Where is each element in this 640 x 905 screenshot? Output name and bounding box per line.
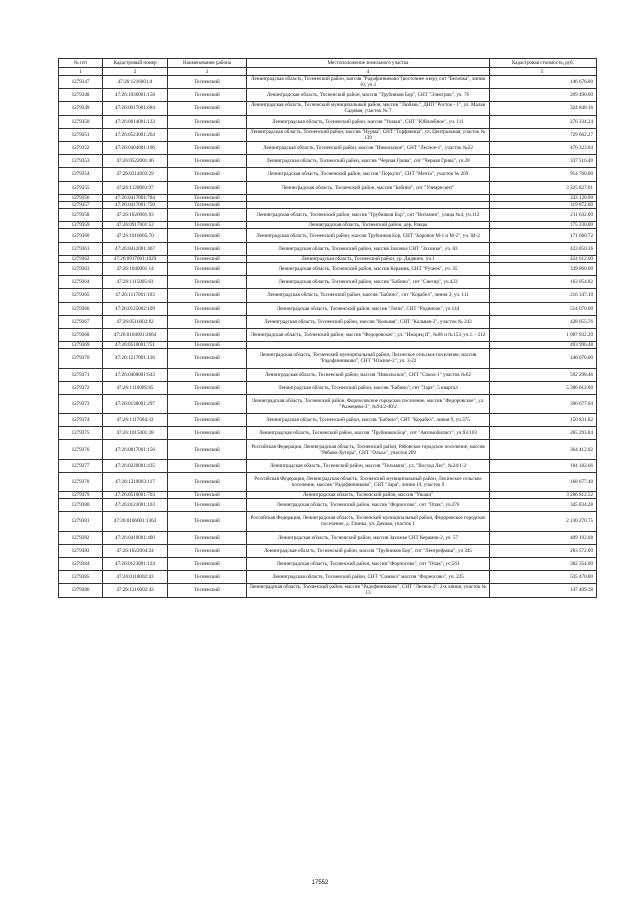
row-location: Ленинградская область, Тосненский район, массив "Поркузи", СНТ "Мечта", участок № 269 bbox=[247, 168, 490, 181]
row-cadastral-number: 47:26:0817001:156 bbox=[103, 440, 168, 459]
row-cadastral-value: 1 087 932.20 bbox=[490, 328, 597, 341]
header-index: № п/п bbox=[59, 59, 103, 68]
row-district: Тосненский bbox=[168, 557, 247, 570]
table-row bbox=[59, 394, 597, 413]
row-district: Тосненский bbox=[168, 194, 247, 201]
row-cadastral-value: 184 182.66 bbox=[490, 459, 597, 472]
row-location: Ленинградская область, Тосненский район, массив "Кольвая", СНТ "Кальвая-2", участок № 243 bbox=[247, 315, 490, 328]
table-row bbox=[59, 342, 597, 349]
row-cadastral-number: 47:26:1117001:103 bbox=[103, 289, 168, 302]
row-cadastral-number: 47:26:0408001:643 bbox=[103, 368, 168, 381]
table-row bbox=[59, 512, 597, 531]
row-cadastral-number: 47:26:1115005:83 bbox=[103, 276, 168, 289]
row-index: 1279369 bbox=[59, 342, 103, 349]
row-index: 1279367 bbox=[59, 315, 103, 328]
table-row bbox=[59, 222, 597, 229]
row-index: 1279352 bbox=[59, 141, 103, 154]
table-row bbox=[59, 242, 597, 255]
table-row bbox=[59, 102, 597, 115]
row-cadastral-value: 3 286 812.52 bbox=[490, 492, 597, 499]
column-number: 4 bbox=[247, 68, 490, 76]
row-index: 1279382 bbox=[59, 531, 103, 544]
row-cadastral-number: 47:26:0410001:400 bbox=[103, 531, 168, 544]
row-index: 1279365 bbox=[59, 289, 103, 302]
row-index: 1279363 bbox=[59, 263, 103, 276]
row-location: Ленинградская область, Тосненский район, массив Захожье СНТ Керамик-2, уч. 57 bbox=[247, 531, 490, 544]
table-row bbox=[59, 531, 597, 544]
table-row bbox=[59, 201, 597, 208]
row-district: Тосненский bbox=[168, 155, 247, 168]
row-location: Ленинградская область, Тосненский район, дер. Ракцы bbox=[247, 222, 490, 229]
row-district: Тосненский bbox=[168, 229, 247, 242]
row-cadastral-number: 47:26:0214003:29 bbox=[103, 168, 168, 181]
row-cadastral-number: 47:26:1217001:136 bbox=[103, 349, 168, 368]
table-row bbox=[59, 255, 597, 262]
row-cadastral-number: 47:26:0138001:297 bbox=[103, 394, 168, 413]
row-cadastral-value: 283 572.00 bbox=[490, 544, 597, 557]
row-cadastral-value: 364 412.02 bbox=[490, 440, 597, 459]
row-location: Ленинградская область, Тосненский район, массив "Бабино", снт "Корабел", линия 3, уч. 111 bbox=[247, 289, 490, 302]
row-cadastral-value: 146 676.00 bbox=[490, 76, 597, 89]
row-district: Тосненский bbox=[168, 201, 247, 208]
row-district: Тосненский bbox=[168, 349, 247, 368]
row-index: 1279370 bbox=[59, 349, 103, 368]
row-index: 1279374 bbox=[59, 414, 103, 427]
column-number: 2 bbox=[103, 68, 168, 76]
row-cadastral-value: 2 130 270.75 bbox=[490, 512, 597, 531]
table-row bbox=[59, 544, 597, 557]
table-row bbox=[59, 194, 597, 201]
row-cadastral-number: 47:26:1117004:33 bbox=[103, 414, 168, 427]
table-row bbox=[59, 459, 597, 472]
table-row bbox=[59, 168, 597, 181]
row-location: Ленинградская область, Тосненский район, массив "Трубников Бор", СНТ "Электрик", уч. 76 bbox=[247, 89, 490, 102]
row-location: Ленинградская область, Тосненский район, массив "Никольское", СНТ "Сокол-1" участок №62 bbox=[247, 368, 490, 381]
row-index: 1279359 bbox=[59, 222, 103, 229]
row-district: Тосненский bbox=[168, 315, 247, 328]
table-row bbox=[59, 115, 597, 128]
row-cadastral-number: 47:26:1219003:117 bbox=[103, 472, 168, 491]
table-row bbox=[59, 229, 597, 242]
row-location: Ленинградская область, Тосненский район, массив "Бабино", СНТ "Корабел", линия 9, уч.375 bbox=[247, 414, 490, 427]
row-location: Ленинградская область, Тосненский район, массив Керамик, СНТ "Ручеек", уч. 35 bbox=[247, 263, 490, 276]
row-district: Тосненский bbox=[168, 242, 247, 255]
table-row bbox=[59, 349, 597, 368]
header-cadastral-value: Кадастровая стоимость, руб. bbox=[490, 59, 597, 68]
row-district: Тосненский bbox=[168, 302, 247, 315]
row-district: Тосненский bbox=[168, 584, 247, 597]
column-number: 3 bbox=[168, 68, 247, 76]
row-location: Ленинградская область, Тосненский район, массив "Форносово", снт "Опак", уч.563 bbox=[247, 557, 490, 570]
row-cadastral-value: 382 354.00 bbox=[490, 557, 597, 570]
row-district: Тосненский bbox=[168, 276, 247, 289]
row-index: 1279347 bbox=[59, 76, 103, 89]
row-cadastral-number: 47:26:1216002:43 bbox=[103, 584, 168, 597]
row-district: Тосненский bbox=[168, 472, 247, 491]
table-row bbox=[59, 381, 597, 394]
row-district: Тосненский bbox=[168, 141, 247, 154]
table-row bbox=[59, 440, 597, 459]
cadastral-table bbox=[58, 58, 597, 598]
row-district: Тосненский bbox=[168, 342, 247, 349]
row-district: Тосненский bbox=[168, 289, 247, 302]
table-row bbox=[59, 76, 597, 89]
row-index: 1279379 bbox=[59, 492, 103, 499]
row-cadastral-number: 47:26:1120003:97 bbox=[103, 181, 168, 194]
row-district: Тосненский bbox=[168, 512, 247, 531]
row-index: 1279372 bbox=[59, 381, 103, 394]
table-row bbox=[59, 328, 597, 341]
row-location bbox=[247, 201, 490, 208]
row-district: Тосненский bbox=[168, 263, 247, 276]
row-index: 1279384 bbox=[59, 557, 103, 570]
row-index: 1279357 bbox=[59, 201, 103, 208]
row-location: Ленинградская область, Тосненский район, массив "Черная Грива", снт "Черная Грива", уч.28 bbox=[247, 155, 490, 168]
page-number: 17552 bbox=[311, 880, 329, 886]
row-index: 1279351 bbox=[59, 128, 103, 141]
row-index: 1279385 bbox=[59, 571, 103, 584]
row-cadastral-value: 339 860.00 bbox=[490, 263, 597, 276]
header-cadastral-number: Кадастровый номер bbox=[103, 59, 168, 68]
row-cadastral-number: 47:26:0917001:684 bbox=[103, 102, 168, 115]
row-cadastral-value: 396 677.64 bbox=[490, 394, 597, 413]
row-district: Тосненский bbox=[168, 168, 247, 181]
row-cadastral-value: 265 293.84 bbox=[490, 427, 597, 440]
table-row bbox=[59, 141, 597, 154]
row-location: Ленинградская область, Тосненский район, массив "Бабино", снт "Улемресинт" bbox=[247, 181, 490, 194]
row-location: Ленинградская область, Тосненский район, массив "Трубников Бор", снт "Автомобилист", уч.93/103 bbox=[247, 427, 490, 440]
row-location: Ленинградская область, Тосненский муниципальный район, массив "Любань", ДНП "Росток - 1", ул. Малая Садовая, участок № 7 bbox=[247, 102, 490, 115]
row-cadastral-value: 150 831.82 bbox=[490, 414, 597, 427]
row-location: Ленинградская область, Тосненский муниципальный район, Лисинское сельское поселение, массив "Радофинниково", СНТ "Южное-2", уч. 3-22 bbox=[247, 349, 490, 368]
header-location: Местоположение земельного участка bbox=[247, 59, 490, 68]
row-cadastral-number: 47:26:0510001:703 bbox=[103, 492, 168, 499]
row-district: Тосненский bbox=[168, 414, 247, 427]
row-cadastral-number: 47:26:0220001:435 bbox=[103, 459, 168, 472]
row-location: Ленинградская область, Тосненский район, массив "Трубников Бор", снт "Ленгрефмаш", уч 345 bbox=[247, 544, 490, 557]
row-district: Тосненский bbox=[168, 128, 247, 141]
row-index: 1279383 bbox=[59, 544, 103, 557]
row-district: Тосненский bbox=[168, 531, 247, 544]
row-location: Ленинградская область, Тосненский район, массив "Ушаки", СНТ "Юбилейное", уч. 111 bbox=[247, 115, 490, 128]
row-cadastral-value: 409 192.08 bbox=[490, 531, 597, 544]
row-index: 1279381 bbox=[59, 512, 103, 531]
row-cadastral-number: 47:26:1022004:24 bbox=[103, 544, 168, 557]
table-row bbox=[59, 315, 597, 328]
row-index: 1279358 bbox=[59, 209, 103, 222]
row-cadastral-value: 345 834.28 bbox=[490, 499, 597, 512]
row-cadastral-number: 47:26:1040001:14 bbox=[103, 263, 168, 276]
row-district: Тосненский bbox=[168, 492, 247, 499]
row-district: Тосненский bbox=[168, 76, 247, 89]
row-index: 1279377 bbox=[59, 459, 103, 472]
row-cadastral-value: 592 298.46 bbox=[490, 368, 597, 381]
row-cadastral-number: 47:26:1016005:70 bbox=[103, 229, 168, 242]
header-district: Наименование района bbox=[168, 59, 247, 68]
row-index: 1279373 bbox=[59, 394, 103, 413]
row-cadastral-value: 146 676.00 bbox=[490, 349, 597, 368]
row-cadastral-value: 276 334.24 bbox=[490, 115, 597, 128]
table-row bbox=[59, 289, 597, 302]
row-cadastral-number: 47:26:0516002:82 bbox=[103, 315, 168, 328]
table-row bbox=[59, 427, 597, 440]
table-row bbox=[59, 276, 597, 289]
row-cadastral-value: 424 012.00 bbox=[490, 255, 597, 262]
row-cadastral-number: 47:26:0118002:43 bbox=[103, 571, 168, 584]
row-index: 1279368 bbox=[59, 328, 103, 341]
row-cadastral-number: 47:26:1036001:158 bbox=[103, 89, 168, 102]
row-district: Тосненский bbox=[168, 181, 247, 194]
row-cadastral-number: 47:26:0917001:52 bbox=[103, 222, 168, 229]
row-cadastral-value: 493 996.48 bbox=[490, 342, 597, 349]
table-row bbox=[59, 368, 597, 381]
row-cadastral-value: 433 850.36 bbox=[490, 242, 597, 255]
row-location: Ленинградская область, Тосненский район, Форносовское городское поселение, массив "Федоровское", ул. "Рыжецево-3", №94/2-40/2 bbox=[247, 394, 490, 413]
row-location: Ленинградская область, Тосненский район, СНТ "Символ" массив "Форносово", уч. 225 bbox=[247, 571, 490, 584]
row-district: Тосненский bbox=[168, 89, 247, 102]
row-location: Ленинградская область, Тосненский район, массив "Бабино", снт "Снегир", уч.433 bbox=[247, 276, 490, 289]
row-cadastral-number: 47:26:0614001:133 bbox=[103, 115, 168, 128]
row-index: 1279371 bbox=[59, 368, 103, 381]
row-location: Ленинградская область, Тосненский район, массив "Бабино", снт "Заря", 5 квартал bbox=[247, 381, 490, 394]
row-cadastral-number: 47:26:0412001:467 bbox=[103, 242, 168, 255]
row-index: 1279364 bbox=[59, 276, 103, 289]
row-index: 1279360 bbox=[59, 229, 103, 242]
row-cadastral-number: 47:26:1015001:28 bbox=[103, 427, 168, 440]
column-number-row bbox=[59, 68, 597, 76]
table-row bbox=[59, 499, 597, 512]
row-cadastral-value: 211 632.00 bbox=[490, 209, 597, 222]
table-row bbox=[59, 584, 597, 597]
row-index: 1279375 bbox=[59, 427, 103, 440]
row-cadastral-value: 171 660.72 bbox=[490, 229, 597, 242]
row-location: Ленинградская область, Тосненский район, массив "Радофинниково", СНТ "Лесное-2", 2-я линия, участок № 13 bbox=[247, 584, 490, 597]
row-cadastral-number: 47:26:0404001:196 bbox=[103, 141, 168, 154]
table-body bbox=[59, 76, 597, 598]
table-row bbox=[59, 263, 597, 276]
row-location: Ленинградская область, Тосненский район, массив "Форносово", снт "Опак", уч.276 bbox=[247, 499, 490, 512]
row-location: Ленинградская область, Тосненский район, массив Трубников Бор, СНТ "Боровое М-1 и М-2", уч. 84-2 bbox=[247, 229, 490, 242]
table-row bbox=[59, 155, 597, 168]
row-location bbox=[247, 194, 490, 201]
table-row bbox=[59, 571, 597, 584]
row-district: Тосненский bbox=[168, 328, 247, 341]
row-cadastral-number: 47:26:1110005:85 bbox=[103, 381, 168, 394]
row-location: Ленинградская область, Тосненский район, массив "Трубников Бор", снт "Витамин", улица №4, уч.112 bbox=[247, 209, 490, 222]
row-cadastral-number: 47:26:0104001:2664 bbox=[103, 328, 168, 341]
row-location: Российская Федерация, Ленинградская область, Тосненский муниципальный район, Лисинское сельское поселение, массив "Радофинниково", СНТ "Заря", линия 19, участок 9 bbox=[247, 472, 490, 491]
row-cadastral-value: 175 230.00 bbox=[490, 222, 597, 229]
row-index: 1279356 bbox=[59, 194, 103, 201]
document-sheet bbox=[58, 58, 593, 598]
row-index: 1279378 bbox=[59, 472, 103, 491]
row-cadastral-number: 47:26:0417001:750 bbox=[103, 201, 168, 208]
table-row bbox=[59, 414, 597, 427]
row-cadastral-value: 476 323.04 bbox=[490, 141, 597, 154]
row-cadastral-number: 47:26:0106001:1363 bbox=[103, 512, 168, 531]
row-cadastral-value: 319 872.00 bbox=[490, 201, 597, 208]
row-cadastral-number: 47:26:1216001:4 bbox=[103, 76, 168, 89]
row-cadastral-value: 216 347.10 bbox=[490, 289, 597, 302]
row-cadastral-value: 3 325 827.01 bbox=[490, 181, 597, 194]
row-cadastral-value: 333 120.00 bbox=[490, 194, 597, 201]
table-row bbox=[59, 472, 597, 491]
row-location: Ленинградская область, Тосненский район, массив "Федоровское", ул. "Ижорец II", №86 и №153, уч.1. - 212 bbox=[247, 328, 490, 341]
row-district: Тосненский bbox=[168, 427, 247, 440]
column-number: 1 bbox=[59, 68, 103, 76]
row-cadastral-value: 428 055.76 bbox=[490, 315, 597, 328]
row-location: Российская Федерация, Ленинградская область, Тосненский муниципальный район, Федоровское городское поселение, д. Глинка, ул. Дачная, участок 1 bbox=[247, 512, 490, 531]
row-district: Тосненский bbox=[168, 368, 247, 381]
row-district: Тосненский bbox=[168, 499, 247, 512]
row-district: Тосненский bbox=[168, 115, 247, 128]
row-cadastral-number: 47:26:0123001:124 bbox=[103, 557, 168, 570]
table-row bbox=[59, 181, 597, 194]
table-row bbox=[59, 492, 597, 499]
row-location: Ленинградская область, Тосненский район, массив "Радофинниково"(восточнее озер), снт "Белочка", линия 10, уч.1 bbox=[247, 76, 490, 89]
row-district: Тосненский bbox=[168, 394, 247, 413]
row-cadastral-value: 914 760.00 bbox=[490, 168, 597, 181]
row-cadastral-number: 47:26:0510001:751 bbox=[103, 342, 168, 349]
row-index: 1279353 bbox=[59, 155, 103, 168]
table-row bbox=[59, 557, 597, 570]
row-index: 1279349 bbox=[59, 102, 103, 115]
row-cadastral-value: 729 662.27 bbox=[490, 128, 597, 141]
row-location: Российская Федерация, Ленинградская область, Тосненский район, Рябовское городское поселение, массив "Рябово-Хутора", СНТ "Ольха", участок 289 bbox=[247, 440, 490, 459]
row-cadastral-value: 535 470.00 bbox=[490, 571, 597, 584]
row-location: Ленинградская область, Тосненский район, ур. Дидвино, уч.1 bbox=[247, 255, 490, 262]
row-index: 1279376 bbox=[59, 440, 103, 459]
row-district: Тосненский bbox=[168, 544, 247, 557]
row-cadastral-value: 147 409.38 bbox=[490, 584, 597, 597]
row-index: 1279350 bbox=[59, 115, 103, 128]
row-index: 1279361 bbox=[59, 242, 103, 255]
row-cadastral-number: 47:26:0523001:264 bbox=[103, 128, 168, 141]
row-location: Ленинградская область, Тосненский район, массив Захожье СНТ "Захожье", уч. 83 bbox=[247, 242, 490, 255]
row-district: Тосненский bbox=[168, 102, 247, 115]
table-row bbox=[59, 209, 597, 222]
row-district: Тосненский bbox=[168, 459, 247, 472]
row-cadastral-value: 324 848.16 bbox=[490, 102, 597, 115]
row-index: 1279348 bbox=[59, 89, 103, 102]
row-location: Ленинградская область, Тосненский район, массив "Лопи", СНТ "Родничок", уч.144 bbox=[247, 302, 490, 315]
row-location: Ленинградская область, Тосненский район, массив "Ушаки" bbox=[247, 492, 490, 499]
row-index: 1279386 bbox=[59, 584, 103, 597]
row-location: Ленинградская область, Тосненский район, массив "Тельмана", ул. "Восход Лес", №24/1-2 bbox=[247, 459, 490, 472]
row-cadastral-value: 209 490.00 bbox=[490, 89, 597, 102]
row-district: Тосненский bbox=[168, 222, 247, 229]
row-cadastral-value: 337 516.40 bbox=[490, 155, 597, 168]
row-district: Тосненский bbox=[168, 381, 247, 394]
row-district: Тосненский bbox=[168, 209, 247, 222]
row-index: 1279354 bbox=[59, 168, 103, 181]
table-row bbox=[59, 302, 597, 315]
row-cadastral-number: 47:26:0123001:103 bbox=[103, 499, 168, 512]
table-header-row bbox=[59, 59, 597, 68]
row-index: 1279366 bbox=[59, 302, 103, 315]
row-cadastral-number: 47:26:0417001:784 bbox=[103, 194, 168, 201]
row-location: Ленинградская область, Тосненский район, массив "Никольское", СНТ "Лесное-1", участок №22 bbox=[247, 141, 490, 154]
row-cadastral-number: 47:26:0917001:1029 bbox=[103, 255, 168, 262]
row-index: 1279380 bbox=[59, 499, 103, 512]
table-row bbox=[59, 89, 597, 102]
row-cadastral-number: 47:26:1026001:93 bbox=[103, 209, 168, 222]
row-district: Тосненский bbox=[168, 571, 247, 584]
row-cadastral-value: 168 677.40 bbox=[490, 472, 597, 491]
column-number: 5 bbox=[490, 68, 597, 76]
table-row bbox=[59, 128, 597, 141]
row-district: Тосненский bbox=[168, 440, 247, 459]
row-location bbox=[247, 342, 490, 349]
row-cadastral-number: 47:26:0522001:46 bbox=[103, 155, 168, 168]
row-cadastral-value: 514 070.00 bbox=[490, 302, 597, 315]
row-cadastral-value: 5 386 612.00 bbox=[490, 381, 597, 394]
row-index: 1279362 bbox=[59, 255, 103, 262]
row-district: Тосненский bbox=[168, 255, 247, 262]
row-location: Ленинградская область, Тосненский район, массив "Нурма", СНТ "Торфяница", ул. Центральная, участок № 139 bbox=[247, 128, 490, 141]
row-index: 1279355 bbox=[59, 181, 103, 194]
row-cadastral-value: 163 054.82 bbox=[490, 276, 597, 289]
row-cadastral-number: 47:26:0125002:109 bbox=[103, 302, 168, 315]
